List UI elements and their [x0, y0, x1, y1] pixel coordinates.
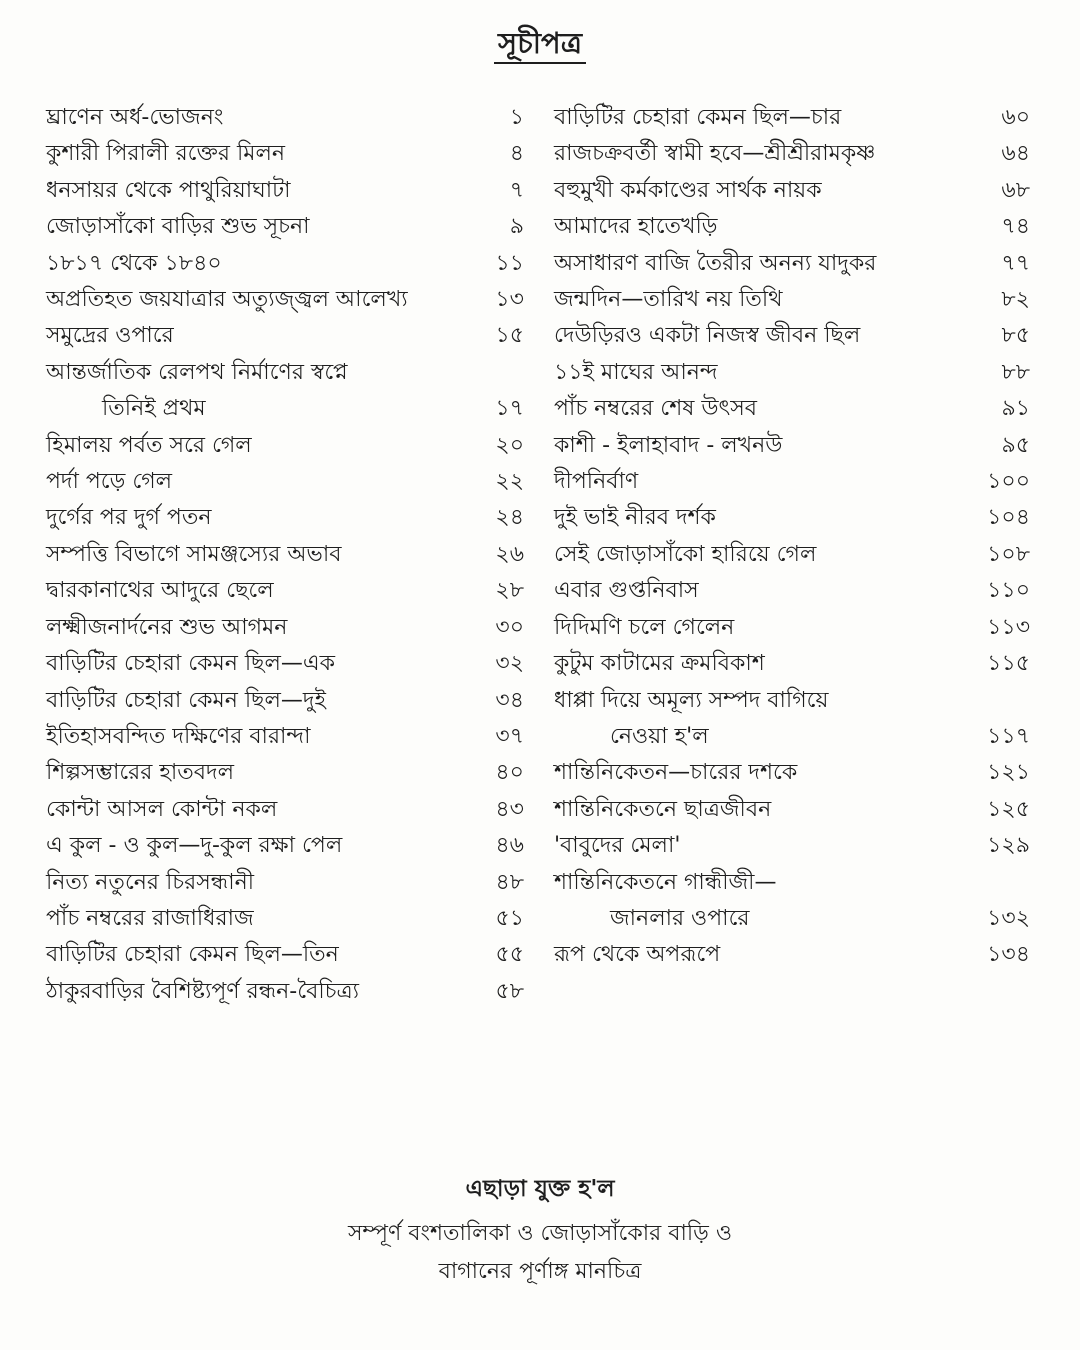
toc-entry-title-line: সম্পত্তি বিভাগে সামঞ্জস্যের অভাব: [46, 541, 342, 567]
toc-entry-title-line: পর্দা পড়ে গেল: [46, 469, 173, 495]
toc-entry-page-number: ৯৫: [1001, 432, 1030, 458]
toc-entry-page-number: ১২৫: [987, 796, 1030, 822]
toc-entry-title-line: শিল্পসম্ভারের হাতবদল: [46, 760, 234, 786]
toc-entry-page-number: ২০: [495, 432, 524, 458]
toc-entry-page-number: ৬৮: [1001, 177, 1030, 203]
footer-line-2: বাগানের পূর্ণাঙ্গ মানচিত্র: [438, 1259, 642, 1284]
toc-entry-page-number: ৯: [509, 214, 524, 240]
toc-entry-title-line: কুশারী পিরালী রক্তের মিলন: [46, 141, 286, 167]
toc-entry-title-continuation: তিনিই প্রথম: [102, 396, 206, 422]
toc-entry-title: [554, 246, 960, 282]
toc-entry: [554, 755, 1030, 791]
toc-entry-title: [46, 464, 454, 500]
toc-entry-title-line: জোড়াসাঁকো বাড়ির শুভ সূচনা: [46, 214, 310, 240]
toc-entry-title-line: আমাদের হাতেখড়ি: [554, 214, 718, 240]
toc-entry: [554, 209, 1030, 245]
toc-entry-title-line: পাঁচ নম্বরের রাজাধিরাজ: [46, 905, 254, 931]
toc-entry-page-number: ১৩২: [987, 905, 1030, 931]
toc-entry-title: [554, 428, 960, 464]
toc-entry-title-line: আন্তর্জাতিক রেলপথ নির্মাণের স্বপ্নে: [46, 359, 348, 385]
toc-entry: [554, 282, 1030, 318]
page-title: [0, 26, 1080, 61]
toc-entry-page-number: ৯১: [1001, 396, 1030, 422]
toc-entry: [46, 755, 524, 791]
toc-entry: [46, 646, 524, 682]
toc-entry-title: [554, 937, 960, 973]
toc-entry-page-number: ৫৮: [495, 978, 524, 1004]
toc-entry-title: [46, 428, 454, 464]
toc-entry-title-line: ইতিহাসবন্দিত দক্ষিণের বারান্দা: [46, 723, 311, 749]
toc-entry-title-line: কোন্টা আসল কোন্টা নকল: [46, 796, 278, 822]
toc-entry: [554, 537, 1030, 573]
toc-entry-title-line: দুই ভাই নীরব দর্শক: [554, 505, 716, 531]
toc-entry-title: [554, 136, 960, 172]
toc-entry-title-line: ১৮১৭ থেকে ১৮৪০: [46, 250, 222, 276]
toc-entry-page-number: ৪: [509, 141, 524, 167]
toc-entry-title: [554, 537, 960, 573]
toc-entry: [46, 974, 524, 1010]
toc-entry: [554, 646, 1030, 682]
toc-entry-page-number: ২২: [495, 469, 524, 495]
toc-entry: [46, 610, 524, 646]
footer-heading: এছাড়া যুক্ত হ'ল: [465, 1176, 615, 1202]
toc-column-right: [554, 100, 1030, 974]
toc-entry-title-line: সেই জোড়াসাঁকো হারিয়ে গেল: [554, 541, 817, 567]
toc-entry-title-line: বাড়িটির চেহারা কেমন ছিল—এক: [46, 651, 336, 677]
toc-entry-title-line: দীপনির্বাণ: [554, 469, 639, 495]
toc-entry-title-line: রাজচক্রবর্তী স্বামী হবে—শ্রীশ্রীরামকৃষ্ণ: [554, 141, 876, 167]
toc-entry-page-number: ৪৮: [495, 869, 524, 895]
toc-entry-title: [554, 755, 960, 791]
toc-entry-title: [554, 573, 960, 609]
toc-entry: [554, 428, 1030, 464]
toc-entry-title: [46, 136, 454, 172]
toc-entry-title: [554, 683, 960, 756]
toc-entry-page-number: ২৮: [495, 578, 524, 604]
toc-entry-title-line: শান্তিনিকেতন—চারের দশকে: [554, 760, 798, 786]
toc-entry-page-number: ১২৯: [987, 833, 1030, 859]
toc-entry-title: [554, 464, 960, 500]
toc-entry-page-number: ১৫: [495, 323, 524, 349]
toc-entry: [46, 828, 524, 864]
toc-entry: [46, 901, 524, 937]
toc-entry: [46, 537, 524, 573]
toc-entry-title-line: লক্ষ্মীজনার্দনের শুভ আগমন: [46, 614, 288, 640]
toc-entry: [554, 100, 1030, 136]
toc-entry-title-line: রূপ থেকে অপরূপে: [554, 942, 721, 968]
toc-entry-title: [46, 683, 454, 719]
toc-entry-title-line: কাশী - ইলাহাবাদ - লখনউ: [554, 432, 783, 458]
toc-entry-title-line: দ্বারকানাথের আদুরে ছেলে: [46, 578, 274, 604]
toc-entry-title-line: এবার গুপ্তনিবাস: [554, 578, 699, 604]
toc-entry-page-number: ৩০: [495, 614, 524, 640]
toc-entry-page-number: ১১৩: [987, 614, 1030, 640]
toc-entry: [554, 573, 1030, 609]
toc-entry-page-number: ১১৫: [987, 651, 1030, 677]
toc-entry-title: [554, 209, 960, 245]
toc-entry-title-line: বাড়িটির চেহারা কেমন ছিল—তিন: [46, 942, 339, 968]
toc-entry-page-number: ৭৭: [1001, 250, 1030, 276]
toc-entry-page-number: ৮৫: [1001, 323, 1030, 349]
toc-entry-title: [554, 282, 960, 318]
toc-entry: [554, 937, 1030, 973]
toc-entry: [554, 865, 1030, 938]
toc-entry-page-number: ১২১: [987, 760, 1030, 786]
footer-line-1: সম্পূর্ণ বংশতালিকা ও জোড়াসাঁকোর বাড়ি ও: [347, 1221, 733, 1246]
toc-entry: [46, 573, 524, 609]
toc-entry-title-line: ধনসায়র থেকে পাথুরিয়াঘাটা: [46, 177, 291, 203]
toc-entry-title-continuation: নেওয়া হ'ল: [610, 723, 709, 749]
toc-entry: [554, 355, 1030, 391]
toc-entry-title-line: অপ্রতিহত জয়যাত্রার অত্যুজ্জ্বল আলেখ্য: [46, 287, 408, 313]
toc-entry-title-continuation: জানলার ওপারে: [610, 905, 750, 931]
toc-entry-title: [46, 318, 454, 354]
toc-entry: [554, 500, 1030, 536]
toc-entry-page-number: ৬০: [1001, 105, 1030, 130]
toc-entry-page-number: ২৬: [495, 541, 524, 567]
toc-entry-title-line: ১১ই মাঘের আনন্দ: [554, 359, 718, 385]
toc-entry-page-number: ৭৪: [1001, 214, 1030, 240]
toc-entry-title: [46, 974, 454, 1010]
toc-entry: [554, 391, 1030, 427]
toc-entry-page-number: ১১: [495, 250, 524, 276]
toc-entry-page-number: ৭: [509, 177, 524, 203]
toc-entry-title: [554, 828, 960, 864]
toc-entry-title: [46, 610, 454, 646]
toc-entry-title: [46, 937, 454, 973]
toc-entry-page-number: ১০০: [987, 469, 1030, 495]
toc-entry-page-number: ৮৮: [1001, 359, 1030, 385]
toc-entry: [46, 865, 524, 901]
toc-entry-page-number: ২৪: [495, 505, 524, 531]
toc-entry-page-number: ৪৩: [495, 796, 524, 822]
toc-entry: [46, 428, 524, 464]
toc-entry-title-line: হিমালয় পর্বত সরে গেল: [46, 432, 252, 458]
toc-entry: [46, 719, 524, 755]
toc-entry: [46, 173, 524, 209]
toc-entry-page-number: ৮২: [1001, 287, 1030, 313]
toc-entry: [46, 246, 524, 282]
toc-entry-title: [554, 865, 960, 938]
toc-entry-page-number: ৫৫: [495, 942, 524, 968]
toc-entry: [554, 464, 1030, 500]
toc-entry: [554, 683, 1030, 756]
toc-entry-title: [46, 865, 454, 901]
toc-entry-title: [554, 792, 960, 828]
toc-entry-title-line: দেউড়িরও একটা নিজস্ব জীবন ছিল: [554, 323, 861, 349]
toc-entry-title: [554, 318, 960, 354]
toc-entry-title: [46, 901, 454, 937]
toc-entry-title-line: দুর্গের পর দুর্গ পতন: [46, 505, 212, 531]
toc-entry-page-number: ৩৪: [495, 687, 524, 713]
toc-entry: [46, 355, 524, 428]
toc-entry-title: [46, 355, 454, 428]
toc-entry-title-line: 'বাবুদের মেলা': [554, 833, 681, 859]
toc-entry-title: [46, 792, 454, 828]
toc-entry-title-line: দিদিমণি চলে গেলেন: [554, 614, 735, 640]
toc-entry: [554, 173, 1030, 209]
toc-entry: [554, 828, 1030, 864]
toc-entry-title-line: বাড়িটির চেহারা কেমন ছিল—দুই: [46, 687, 326, 713]
toc-entry: [46, 937, 524, 973]
toc-entry-title: [46, 646, 454, 682]
toc-entry-title-line: শান্তিনিকেতনে ছাত্রজীবন: [554, 796, 772, 822]
toc-entry-title: [554, 100, 960, 136]
toc-entry-page-number: ১১০: [987, 578, 1030, 604]
toc-entry: [46, 500, 524, 536]
toc-entry-title: [46, 209, 454, 245]
toc-entry-title: [46, 828, 454, 864]
toc-entry-page-number: ১৩৪: [987, 942, 1030, 968]
toc-entry-page-number: ১০৮: [987, 541, 1030, 567]
toc-entry-title: [46, 246, 454, 282]
toc-entry: [46, 792, 524, 828]
toc-entry-title-line: বহুমুখী কর্মকাণ্ডের সার্থক নায়ক: [554, 177, 822, 203]
toc-entry-title-line: পাঁচ নম্বরের শেষ উৎসব: [554, 396, 758, 422]
toc-entry-page-number: ৬৪: [1001, 141, 1030, 167]
toc-entry-page-number: ৩২: [495, 651, 524, 677]
toc-entry: [554, 792, 1030, 828]
toc-entry-title: [554, 391, 960, 427]
toc-entry: [46, 683, 524, 719]
toc-entry-title: [46, 719, 454, 755]
toc-entry-title-line: অসাধারণ বাজি তৈরীর অনন্য যাদুকর: [554, 250, 877, 276]
toc-entry-title: [554, 173, 960, 209]
toc-entry-title: [46, 573, 454, 609]
toc-entry-page-number: ৩৭: [495, 723, 524, 749]
toc-entry-page-number: ৫১: [495, 905, 524, 931]
toc-entry: [46, 136, 524, 172]
toc-entry-page-number: ১: [509, 105, 524, 130]
toc-entry: [554, 610, 1030, 646]
toc-entry-title: [554, 646, 960, 682]
toc-entry: [46, 282, 524, 318]
toc-entry-page-number: ৪৬: [495, 833, 524, 859]
toc-entry-title-line: নিত্য নতুনের চিরসন্ধানী: [46, 869, 255, 895]
toc-entry-title: [46, 500, 454, 536]
toc-entry-page-number: ১১৭: [987, 723, 1030, 749]
toc-entry-title: [554, 500, 960, 536]
toc-entry-title-line: জন্মদিন—তারিখ নয় তিথি: [554, 287, 783, 313]
toc-entry-title-line: শান্তিনিকেতনে গান্ধীজী—: [554, 869, 777, 895]
toc-entry: [554, 318, 1030, 354]
toc-entry: [554, 136, 1030, 172]
toc-entry-page-number: ৪০: [495, 760, 524, 786]
toc-entry-title-line: এ কুল - ও কুল—দু-কুল রক্ষা পেল: [46, 833, 343, 859]
toc-entry-title-line: ঘ্রাণেন অর্ধ-ভোজনং: [46, 105, 224, 130]
toc-entry-title-line: ধাপ্পা দিয়ে অমূল্য সম্পদ বাগিয়ে: [554, 687, 829, 713]
toc-entry-page-number: ১৭: [495, 396, 524, 422]
toc-entry-title: [46, 282, 454, 318]
toc-entry: [46, 318, 524, 354]
toc-entry-page-number: ১০৪: [987, 505, 1030, 531]
toc-entry: [46, 100, 524, 136]
toc-entry-title: [46, 100, 454, 136]
toc-entry-title: [554, 610, 960, 646]
page-title-text: সূচীপত্র: [494, 26, 586, 64]
toc-entry: [554, 246, 1030, 282]
toc-entry-title-line: বাড়িটির চেহারা কেমন ছিল—চার: [554, 105, 842, 130]
toc-column-left: [46, 100, 524, 1010]
toc-entry-page-number: ১৩: [495, 287, 524, 313]
toc-entry-title-line: ঠাকুরবাড়ির বৈশিষ্ট্যপূর্ণ রন্ধন-বৈচিত্র্য: [46, 978, 360, 1004]
toc-entry-title: [46, 755, 454, 791]
toc-entry-title: [46, 173, 454, 209]
toc-entry-title: [46, 537, 454, 573]
toc-entry-title: [554, 355, 960, 391]
toc-entry: [46, 464, 524, 500]
toc-entry-title-line: সমুদ্রের ওপারে: [46, 323, 174, 349]
toc-entry-title-line: কুটুম কাটামের ক্রমবিকাশ: [554, 651, 765, 677]
toc-entry: [46, 209, 524, 245]
